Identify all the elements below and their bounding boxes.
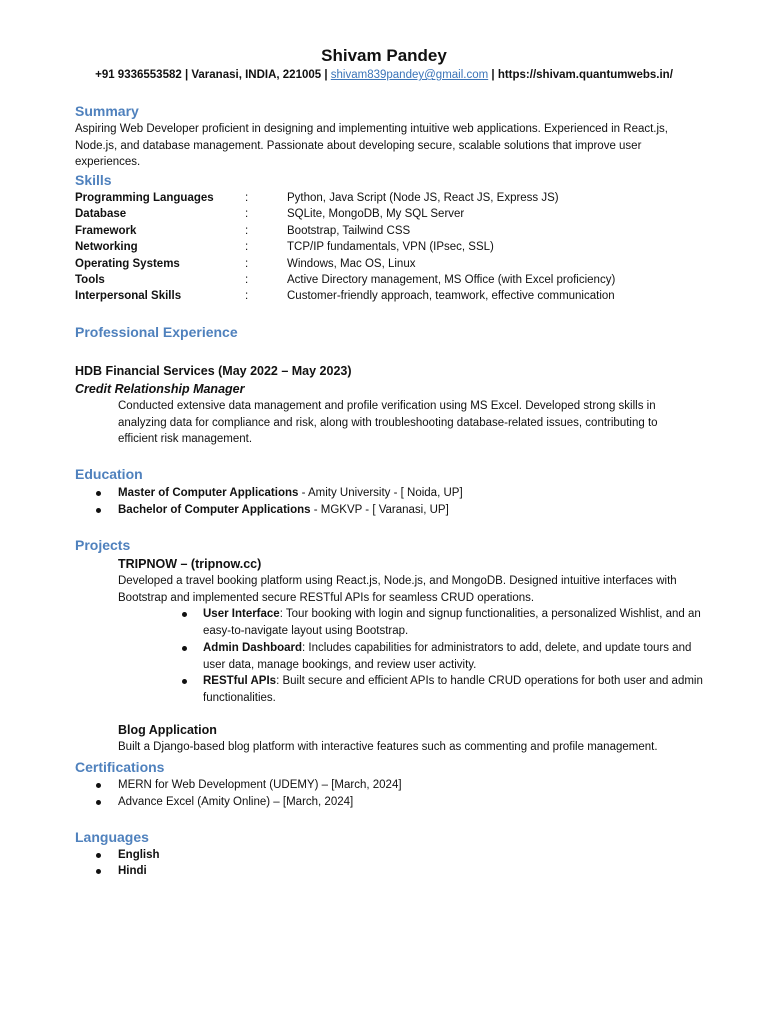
bullet-text: : Tour booking with login and signup functionalities, a personalized Wishlist, and an easy-to-navigate layout using Bootstrap. [203, 608, 701, 637]
skill-label: Operating Systems [75, 257, 180, 270]
project-bullet [203, 673, 703, 706]
skill-label: Programming Languages [75, 192, 214, 204]
bullet-text: : Built secure and efficient APIs to handle CRUD operations for both user and admin functionalities. [203, 675, 703, 704]
language-item: English [118, 849, 160, 861]
job-company: HDB Financial Services (May 2022 – May 2023) [75, 364, 352, 378]
education-item [118, 485, 463, 502]
bullet-icon [182, 612, 187, 617]
skill-sep: : [245, 241, 249, 254]
skill-sep: : [245, 273, 249, 286]
project-description: Built a Django-based blog platform with interactive features such as commenting and profile management. [118, 741, 658, 753]
skill-value: SQLite, MongoDB, My SQL Server [287, 208, 465, 221]
bullet-icon [96, 783, 101, 788]
project-description: Developed a travel booking platform using React.js, Node.js, and MongoDB. Designed intuitive interfaces with Bootstrap and implemented secure RESTful APIs for seamless CRUD operations. [118, 575, 677, 604]
skill-sep: : [245, 290, 249, 303]
projects-heading: Projects [75, 537, 131, 553]
bullet-icon [96, 491, 101, 496]
skill-sep: : [245, 224, 249, 237]
bullet-icon [182, 679, 187, 684]
skill-sep: : [245, 257, 249, 270]
language-item: Hindi [118, 865, 147, 877]
skill-value: TCP/IP fundamentals, VPN (IPsec, SSL) [287, 241, 494, 254]
email-link[interactable]: shivam839pandey@gmail.com [330, 69, 489, 81]
website-text: | https://shivam.quantumwebs.in/ [491, 69, 673, 81]
project-title: Blog Application [118, 723, 217, 737]
degree-detail: - Amity University - [ Noida, UP] [298, 487, 463, 499]
languages-heading: Languages [75, 829, 149, 845]
bullet-label: Admin Dashboard [203, 642, 303, 654]
skill-value: Customer-friendly approach, teamwork, effective communication [287, 290, 615, 303]
candidate-name: Shivam Pandey [321, 46, 447, 65]
bullet-icon [182, 646, 187, 651]
skill-sep: : [245, 192, 249, 204]
bullet-text: : Includes capabilities for administrators to add, delete, and update tours and user data, manage bookings, and review user activity. [203, 642, 692, 671]
bullet-icon [96, 853, 101, 858]
phone-location: +91 9336553582 | Varanasi, INDIA, 221005 | [95, 69, 328, 81]
skill-label: Framework [75, 224, 137, 237]
certification-item: MERN for Web Development (UDEMY) – [March, 2024] [118, 779, 402, 791]
skill-value: Bootstrap, Tailwind CSS [287, 224, 411, 237]
job-description: Conducted extensive data management and profile verification using MS Excel. Developed strong skills in analyzing data for compliance and risk, along with troubleshooting database-related issues, contributing to efficient risk management. [118, 400, 658, 445]
skill-label: Tools [75, 273, 105, 286]
bullet-label: User Interface [203, 608, 280, 620]
skill-label: Networking [75, 241, 138, 254]
education-heading: Education [75, 466, 143, 482]
bullet-icon [96, 508, 101, 513]
education-item [118, 502, 449, 519]
skill-value: Python, Java Script (Node JS, React JS, Express JS) [287, 192, 559, 204]
certifications-heading: Certifications [75, 759, 165, 775]
project-bullet [203, 606, 703, 639]
skill-label: Interpersonal Skills [75, 290, 182, 303]
bullet-label: RESTful APIs [203, 675, 277, 687]
bullet-icon [96, 800, 101, 805]
degree-name: Master of Computer Applications [118, 487, 299, 499]
summary-heading: Summary [75, 103, 139, 119]
skills-heading: Skills [75, 172, 112, 188]
job-role: Credit Relationship Manager [75, 382, 245, 396]
contact-line [0, 67, 768, 84]
project-title: TRIPNOW – (tripnow.cc) [118, 557, 262, 571]
skill-value: Active Directory management, MS Office (with Excel proficiency) [287, 273, 616, 286]
bullet-icon [96, 869, 101, 874]
degree-name: Bachelor of Computer Applications [118, 504, 311, 516]
summary-text: Aspiring Web Developer proficient in designing and implementing intuitive web applications. Experienced in React.js, Node.js, and database management. Passionate about developing secure, scalable solutions that improve user experiences. [75, 123, 669, 168]
degree-detail: - MGKVP - [ Varanasi, UP] [310, 504, 449, 516]
skill-label: Database [75, 208, 127, 221]
skill-value: Windows, Mac OS, Linux [287, 257, 416, 270]
project-bullet [203, 640, 703, 673]
skill-sep: : [245, 208, 249, 221]
certification-item: Advance Excel (Amity Online) – [March, 2024] [118, 796, 354, 808]
experience-heading: Professional Experience [75, 324, 238, 340]
